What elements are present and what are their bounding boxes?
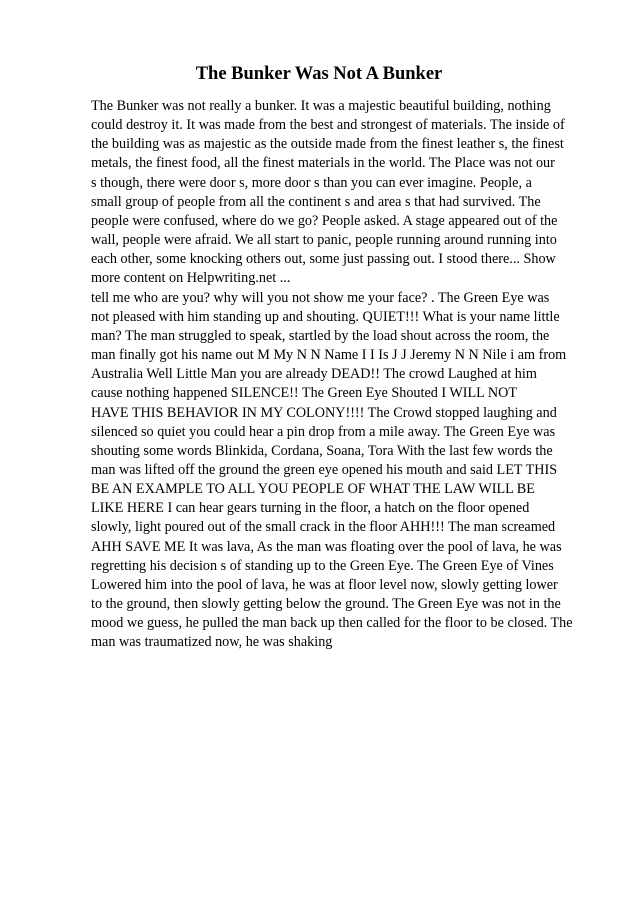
- text-line: each other, some knocking others out, some just passing out. I stood there... Show: [91, 251, 556, 268]
- page-title: The Bunker Was Not A Bunker: [195, 64, 443, 84]
- text-line: metals, the finest food, all the finest materials in the world. The Place was not our: [91, 155, 555, 172]
- text-line: man? The man struggled to speak, startled by the load shout across the room, the: [91, 327, 550, 344]
- text-line: mood we guess, he pulled the man back up then called for the floor to be closed. The: [91, 615, 573, 632]
- text-line: man was lifted off the ground the green eye opened his mouth and said LET THIS: [91, 461, 558, 478]
- text-line: the building was as majestic as the outside made from the finest leather s, the finest: [91, 136, 564, 153]
- text-line: regretting his decision s of standing up to the Green Eye. The Green Eye of Vines: [91, 557, 554, 574]
- text-line: man finally got his name out M My N N Name I I Is J J Jeremy N N Nile i am from: [91, 347, 567, 364]
- text-line: HAVE THIS BEHAVIOR IN MY COLONY!!!! The Crowd stopped laughing and: [91, 404, 557, 421]
- text-line: Australia Well Little Man you are already DEAD!! The crowd Laughed at him: [91, 366, 537, 383]
- text-line: shouting some words Blinkida, Cordana, Soana, Tora With the last few words the: [91, 442, 553, 459]
- text-line: not pleased with him standing up and shouting. QUIET!!! What is your name little: [91, 308, 560, 325]
- text-line: people were confused, where do we go? People asked. A stage appeared out of the: [91, 212, 558, 229]
- text-line: silenced so quiet you could hear a pin drop from a mile away. The Green Eye was: [91, 423, 556, 440]
- text-line: The Bunker was not really a bunker. It was a majestic beautiful building, nothing: [91, 98, 551, 114]
- text-line: could destroy it. It was made from the best and strongest of materials. The inside of: [91, 117, 565, 134]
- text-line: BE AN EXAMPLE TO ALL YOU PEOPLE OF WHAT THE LAW WILL BE: [91, 481, 535, 498]
- text-line: small group of people from all the continent s and area s that had survived. The: [91, 193, 541, 210]
- text-line: slowly, light poured out of the small crack in the floor AHH!!! The man screamed: [91, 519, 556, 536]
- document-body: [91, 97, 591, 653]
- text-line: cause nothing happened SILENCE!! The Green Eye Shouted I WILL NOT: [91, 385, 518, 402]
- text-line: to the ground, then slowly getting below the ground. The Green Eye was not in the: [91, 596, 561, 613]
- text-line: Lowered him into the pool of lava, he was at floor level now, slowly getting lower: [91, 576, 558, 593]
- text-line: AHH SAVE ME It was lava, As the man was floating over the pool of lava, he was: [91, 538, 562, 555]
- text-line: more content on Helpwriting.net ...: [91, 270, 291, 287]
- text-line: man was traumatized now, he was shaking: [91, 634, 333, 651]
- text-line: tell me who are you? why will you not show me your face? . The Green Eye was: [91, 289, 550, 306]
- text-line: wall, people were afraid. We all start to panic, people running around running into: [91, 232, 557, 249]
- text-line: LIKE HERE I can hear gears turning in the floor, a hatch on the floor opened: [91, 500, 530, 517]
- text-line: s though, there were door s, more door s than you can ever imagine. People, a: [91, 174, 532, 191]
